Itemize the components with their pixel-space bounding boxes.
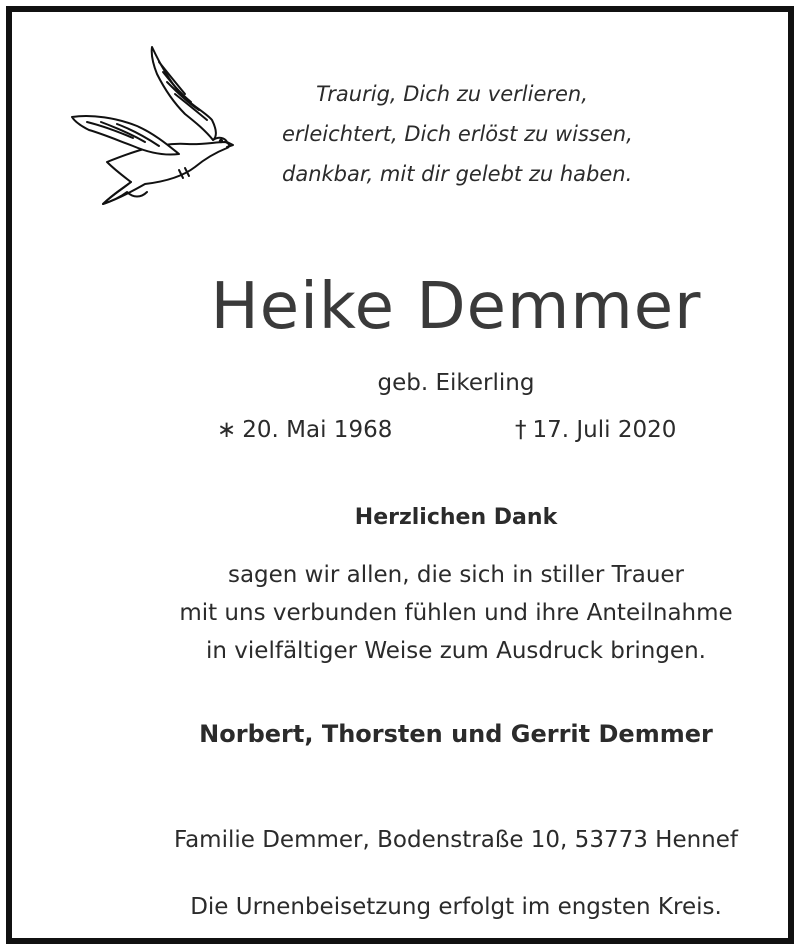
burial-note: Die Urnenbeisetzung erfolgt im engsten Kreis. [190, 894, 722, 920]
memorial-quote [282, 74, 633, 194]
dove-icon [67, 42, 242, 212]
quote-line: erleichtert, Dich erlöst zu wissen, [282, 122, 633, 146]
death-date-group [515, 417, 676, 443]
thanks-line: sagen wir allen, die sich in stiller Trauer [227, 562, 685, 588]
thanks-message [12, 556, 800, 670]
quote-line: Traurig, Dich zu verlieren, [316, 82, 588, 106]
death-cross-icon: † [515, 417, 527, 443]
signers: Norbert, Thorsten und Gerrit Demmer [199, 720, 713, 748]
quote-line: dankbar, mit dir gelebt zu haben. [282, 162, 633, 186]
thanks-line: mit uns verbunden fühlen und ihre Anteilnahme [179, 600, 733, 626]
birth-date-group [217, 417, 392, 443]
obituary-frame [6, 6, 794, 944]
deceased-name: Heike Demmer [210, 270, 702, 344]
death-date: 17. Juli 2020 [532, 417, 677, 443]
thanks-line: in vielfältiger Weise zum Ausdruck bringen. [206, 638, 706, 664]
birth-date: 20. Mai 1968 [242, 417, 393, 443]
maiden-name: geb. Eikerling [377, 370, 535, 396]
thanks-heading: Herzlichen Dank [354, 505, 558, 530]
family-address: Familie Demmer, Bodenstraße 10, 53773 Hennef [173, 827, 739, 853]
birth-star-icon: ∗ [217, 417, 237, 443]
